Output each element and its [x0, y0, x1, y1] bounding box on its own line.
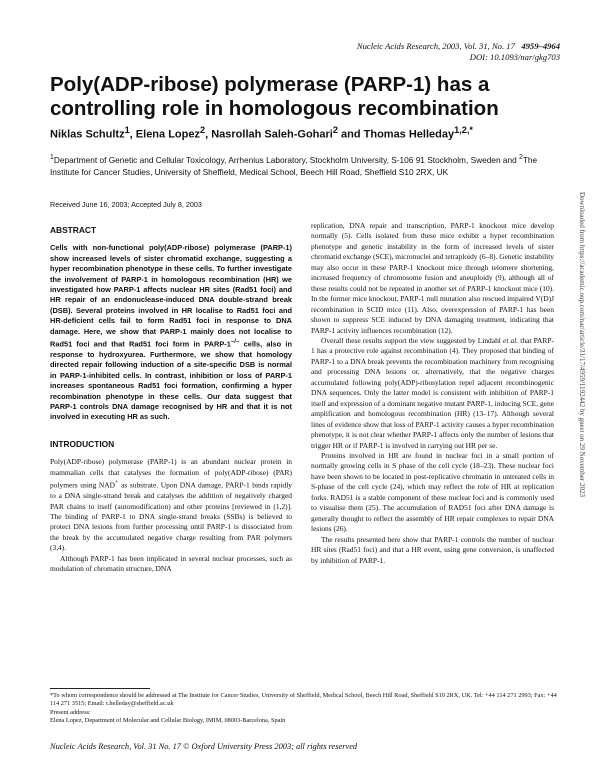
journal-header [160, 41, 560, 63]
body-text: that PARP-1 has a protective role against recombination (4). They proposed that binding of PARP-1 to a DNA break prevents the recombination machinery from recognising and processing DNA lesions or, alternatively, that the negative charges accumulated following poly(ADP)-ribosylation repel adjacent recombinogenic DNA sequences. Only the latter model is consistent with inhibition of PARP-1 itself and expression of a dominant negative mutant PARP-1, inducing SCE, gene amplification and homologous recombination (HR) (13–17). Although several lines of evidence show that loss of PARP-1 activity causes a hyper recombination phenotype, it is not clear whether PARP-1 affects only the number of lesions that trigger HR or if PARP-1 is involved in carrying out HR per se. [311, 335, 554, 450]
affiliations [50, 152, 560, 178]
journal-pages: 4959–4964 [521, 41, 560, 51]
abstract-text: cells, also in response to hydroxyurea. Furthermore, we show that homology directed repair following induction of a site-specific DSB is normal in PARP-1-inhibited cells. In contrast, inhibition or loss of PARP-1 increases spontaneous Rad51 foci formation, confirming a hyper recombination phenotype in these cells. Our data suggest that PARP-1 controls DNA damage recognised by HR and that it is not involved in executing HR as such. [50, 339, 292, 422]
received-dates: Received June 16, 2003; Accepted July 8, 2003 [50, 200, 202, 209]
author-sup: 1 [50, 154, 54, 161]
body-paragraph: Proteins involved in HR are found in nuclear foci in a small portion of normally growing cells in S phase of the cell cycle (18–23). These nuclear foci have been shown to be located in post-replicative chromatin in untreated cells in S-phase of the cell cycle (24), which may reflect the role of HR at replication forks. RAD51 is a stable component of these nuclear foci and is commonly used to visualise them (25). The accumulation of RAD51 foci after DNA damage is generally thought to reflect the assembly of HR repair complexes to repair DNA lesions (26). [311, 450, 554, 534]
journal-name: Nucleic Acids Research, 2003, Vol. 31, No. 17 [356, 41, 515, 51]
abstract-heading: ABSTRACT [50, 225, 97, 235]
page-footer: Nucleic Acids Research, Vol. 31 No. 17 © Oxford University Press 2003; all rights reserved [50, 742, 358, 751]
abstract-sup: –/– [230, 338, 240, 346]
correspondence-note: *To whom correspondence should be addressed at The Institute for Cancer Studies, University of Sheffield, Medical School, Beech Hill Road, Sheffield S10 2RX, UK. Tel: +44 114 271 2993; Fax: +44 114 271 3515; Email: t.helleday@sheffield.ac.uk [50, 692, 557, 708]
author-name: Thomas Helleday [363, 128, 455, 141]
intro-text: as substrate. Upon DNA damage, PARP-1 binds rapidly to a DNA single-strand break and catalyses the addition of negatively charged PAR chains to itself (automodification) and other proteins [reviewed in (1,2)]. The binding of PARP-1 to DNA single-strand breaks (SSBs) is believed to protect DNA lesions from further processing until PARP-1 is dissociated from the break by the accumulated negative charge resulting from PAR polymers (3,4). [50, 480, 292, 553]
body-emphasis: et al. [503, 335, 519, 345]
author-list: Niklas Schultz$^1$, Elena Lopez$^2$, Nasrollah Saleh-Gohari$^2$ and Thomas Helleday$^{1,2,*}$ [50, 125, 473, 141]
footnote-divider [50, 688, 150, 689]
author-name: Elena Lopez [135, 128, 200, 141]
author-sup: 1,2,* [454, 125, 473, 135]
author-name: Niklas Schultz [50, 128, 125, 141]
author-name: Nasrollah Saleh-Gohari [211, 128, 333, 141]
footnotes [50, 692, 560, 726]
author-sup: 2 [332, 125, 338, 135]
left-column [50, 225, 292, 575]
body-paragraph: replication, DNA repair and transcription, PARP-1 knockout mice develop normally (5). Cells isolated from these mice exhibit a hyper recombination phenotype and genetic instability in the form of increased levels of sister chromatid exchange (SCE), micronuclei and tetraploidy (6–8). Genetic instability may also occur in these PARP-1 knockout mice through telomere shortening, increased frequency of chromosome fusion and aneuploidy (9), although all of these results could not be repeated in another set of PARP-1 knockout mice (10). In the former mice knockout, PARP-1 null mutation also rescued impaired V(D)J recombination in SCID mice (11). Also, overexpression of PARP-1 has been shown to suppress SCE induced by DNA damaging treatment, indicating that PARP-1 activity influences recombination (12). [311, 221, 554, 335]
intro-text: Poly(ADP-ribose) polymerase (PARP-1) is an abundant nuclear protein in mammalian cells that catalyses the formation of poly(ADP-ribose) (PAR) polymers using NAD [50, 457, 292, 490]
affiliation-2: The Institute for Cancer Studies, University of Sheffield, Medical School, Beech Hill Road, Sheffield S10 2RX, UK [50, 154, 538, 177]
abstract-body [50, 243, 292, 422]
journal-doi: DOI: 10.1093/nar/gkg703 [469, 52, 560, 62]
body-text: Overall these results support the view suggested by Lindahl [321, 335, 504, 345]
author-sup: 1 [124, 125, 130, 135]
present-address-label: Present address: [50, 708, 91, 716]
body-paragraph [311, 336, 554, 451]
intro-paragraph: Although PARP-1 has been implicated in several nuclear processes, such as modulation of chromatin structure, DNA [50, 553, 292, 574]
download-notice: Downloaded from https://academic.oup.com/nar/article/31/17/4959/1192442 by guest on 29 November 2023 [578, 192, 586, 497]
intro-sup: + [115, 479, 119, 487]
right-column [311, 221, 554, 566]
present-address: Elena Lopez, Department of Molecular and Cellular Biology, IMIM, 08003-Barcelona, Spain [50, 717, 286, 725]
body-paragraph: The results presented here show that PARP-1 controls the number of nuclear HR sites (Rad51 foci) and that a HR event, using gene conversion, is unaffected by inhibition of PARP-1. [311, 534, 554, 565]
abstract-text: Cells with non-functional poly(ADP-ribose) polymerase (PARP-1) show increased levels of sister chromatid exchange, suggesting a hyper recombination phenotype in these cells. To further investigate the involvement of PARP-1 in homologous recombination (HR) we investigated how PARP-1 affects nuclear HR sites (Rad51 foci) and HR repair of an endonuclease-induced DNA double-strand break (DSB). Several proteins involved in HR localise to Rad51 foci and HR-deficient cells fail to form Rad51 foci in response to DNA damage. Here, we show that PARP-1 mainly does not localise to Rad51 foci and that Rad51 foci form in PARP-1 [50, 243, 292, 349]
intro-paragraph [50, 457, 292, 554]
introduction-heading: INTRODUCTION [50, 438, 115, 449]
author-sup: 2 [519, 154, 523, 161]
article-title: Poly(ADP-ribose) polymerase (PARP-1) has a controlling role in homologous recombination [50, 73, 499, 120]
download-sidebar [577, 192, 589, 592]
author-sup: 2 [199, 125, 206, 135]
affiliation-1: Department of Genetic and Cellular Toxicology, Arrhenius Laboratory, Stockholm University, S-106 91 Stockholm, Sweden and [53, 154, 520, 165]
